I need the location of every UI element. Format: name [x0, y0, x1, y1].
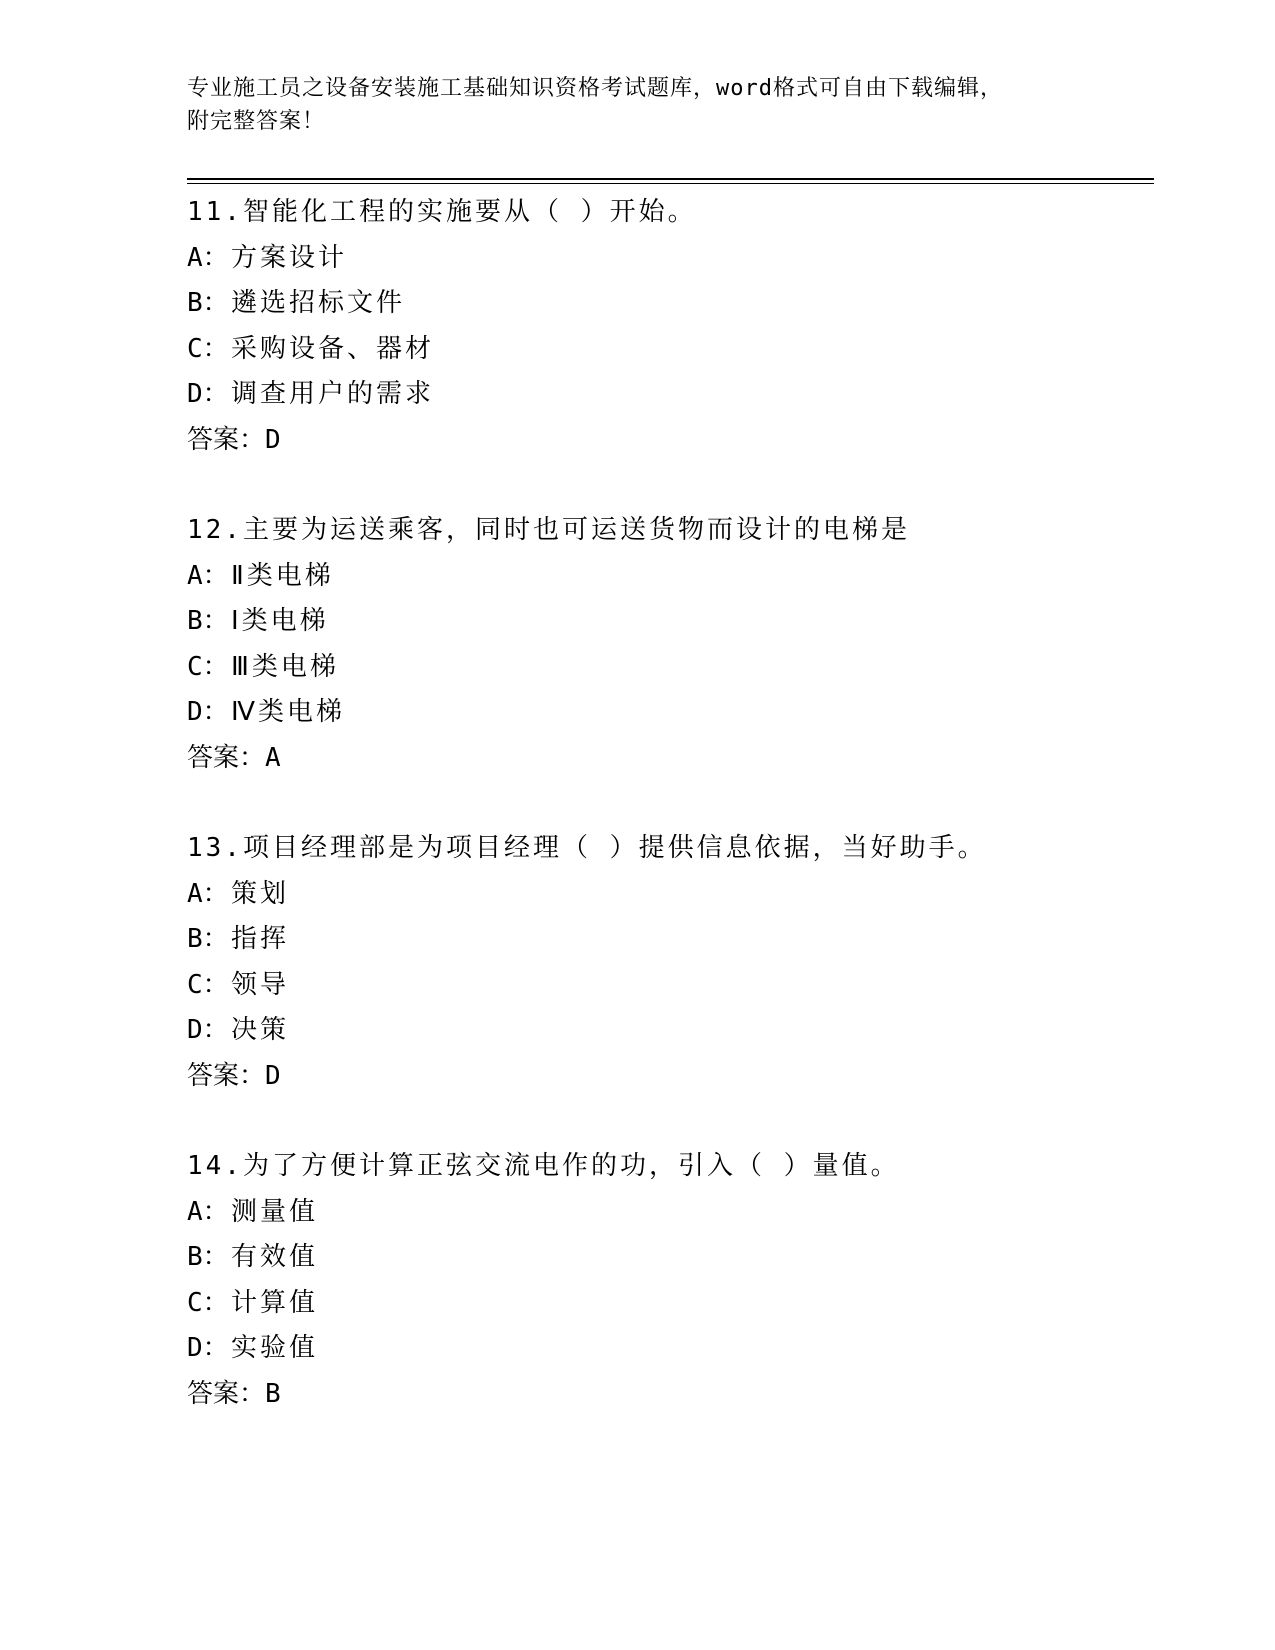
option-b	[187, 1235, 1147, 1281]
answer-label: 答案：	[187, 1378, 266, 1409]
option-letter: A：	[187, 878, 229, 909]
option-c	[187, 1281, 1147, 1327]
option-text: 策划	[231, 878, 290, 909]
answer-line	[187, 736, 1147, 782]
header-divider-thin	[187, 183, 1154, 184]
option-text: 调查用户的需求	[231, 379, 435, 409]
option-a	[187, 236, 1147, 282]
question-12	[187, 508, 1147, 781]
option-a	[187, 1190, 1147, 1236]
question-11	[187, 190, 1147, 463]
option-a	[187, 872, 1147, 918]
option-b	[187, 281, 1147, 327]
answer-label: 答案：	[187, 424, 266, 455]
question-13	[187, 826, 1147, 1099]
option-letter: D：	[187, 697, 229, 727]
option-c	[187, 963, 1147, 1009]
document-header	[187, 72, 1067, 138]
option-b	[187, 917, 1147, 963]
question-14	[187, 1144, 1147, 1417]
option-letter: C：	[187, 969, 229, 1000]
option-letter: D：	[187, 1015, 229, 1045]
question-stem: 11.智能化工程的实施要从（ ）开始。	[187, 197, 697, 227]
option-text: 实验值	[231, 1333, 319, 1363]
option-text: 领导	[231, 969, 290, 1000]
option-text: 决策	[231, 1015, 290, 1045]
option-d	[187, 372, 1147, 418]
header-divider-thick	[187, 178, 1154, 180]
option-letter: C：	[187, 333, 229, 364]
option-text: 有效值	[231, 1242, 319, 1272]
answer-label: 答案：	[187, 742, 266, 773]
option-d	[187, 1326, 1147, 1372]
answer-value: B	[265, 1378, 283, 1409]
question-stem: 13.项目经理部是为项目经理（ ）提供信息依据，当好助手。	[187, 833, 987, 863]
option-letter: A：	[187, 560, 229, 591]
option-a	[187, 554, 1147, 600]
option-letter: C：	[187, 651, 229, 682]
option-text: 测量值	[231, 1196, 319, 1227]
option-c	[187, 645, 1147, 691]
answer-label: 答案：	[187, 1060, 266, 1091]
option-b	[187, 599, 1147, 645]
option-letter: D：	[187, 1333, 229, 1363]
option-text: 采购设备、器材	[231, 333, 435, 364]
option-letter: B：	[187, 606, 229, 636]
option-text: Ⅱ类电梯	[231, 560, 334, 591]
option-letter: B：	[187, 288, 229, 318]
option-text: 遴选招标文件	[231, 288, 406, 318]
question-stem: 14.为了方便计算正弦交流电作的功，引入（ ）量值。	[187, 1151, 900, 1181]
option-c	[187, 327, 1147, 373]
option-text: Ⅰ类电梯	[231, 606, 329, 636]
option-d	[187, 1008, 1147, 1054]
option-text: 计算值	[231, 1287, 319, 1318]
option-text: Ⅲ类电梯	[231, 651, 339, 682]
answer-value: D	[265, 424, 283, 455]
option-text: 方案设计	[231, 242, 348, 273]
option-letter: B：	[187, 924, 229, 954]
answer-line	[187, 418, 1147, 464]
answer-line	[187, 1372, 1147, 1418]
option-letter: B：	[187, 1242, 229, 1272]
question-stem: 12.主要为运送乘客，同时也可运送货物而设计的电梯是	[187, 515, 910, 545]
header-line-1: 专业施工员之设备安装施工基础知识资格考试题库，word格式可自由下载编辑，	[187, 76, 1003, 101]
option-letter: D：	[187, 379, 229, 409]
answer-line	[187, 1054, 1147, 1100]
option-letter: A：	[187, 242, 229, 273]
option-text: 指挥	[231, 924, 290, 954]
option-d	[187, 690, 1147, 736]
header-line-2: 附完整答案！	[187, 109, 326, 134]
answer-value: D	[265, 1060, 283, 1091]
option-text: Ⅳ类电梯	[231, 697, 345, 727]
option-letter: A：	[187, 1196, 229, 1227]
answer-value: A	[265, 742, 283, 773]
option-letter: C：	[187, 1287, 229, 1318]
